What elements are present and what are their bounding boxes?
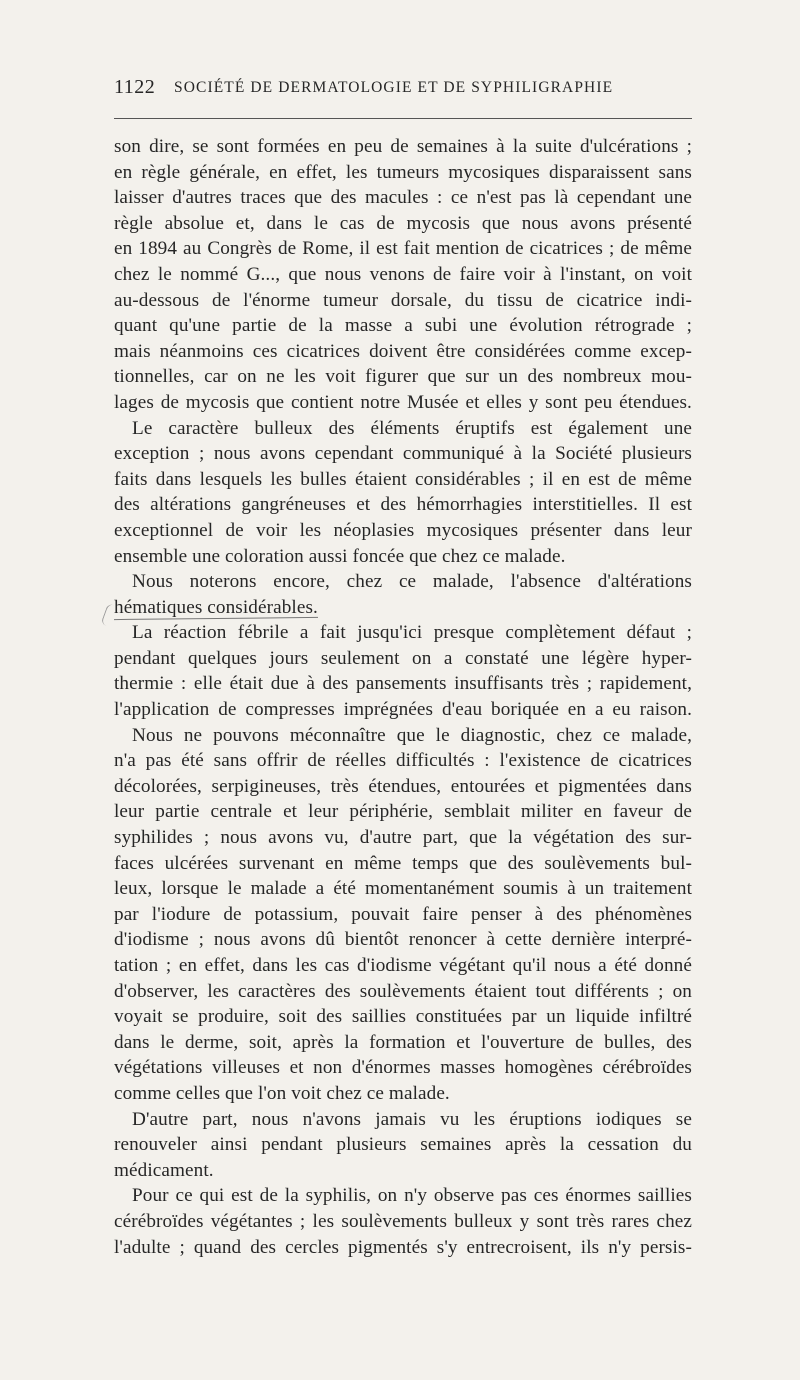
paragraph-start-line: Nous ne pouvons méconnaître que le diagnostic, chez ce malade, [132, 724, 692, 746]
text-line: ensemble une coloration aussi foncée que chez ce malade. [114, 545, 566, 567]
text-line: tation ; en effet, dans les cas d'iodisme végétant qu'il nous a été donné [114, 955, 692, 976]
paragraph-start-line: La réaction fébrile a fait jusqu'ici presque complètement défaut ; [132, 622, 693, 644]
text-line: l'application de compresses imprégnées d'eau boriquée en a eu raison. [114, 699, 692, 721]
text-line: faits dans lesquels les bulles étaient considérables ; il en est de même [114, 468, 692, 490]
text-line: par l'iodure de potassium, pouvait faire penser à des phénomènes [114, 903, 693, 925]
text-line: règle absolue et, dans le cas de mycosis que nous avons présenté [114, 212, 692, 234]
text-line: syphilides ; nous avons vu, d'autre part, que la végétation des sur- [114, 827, 692, 849]
text-line: comme celles que l'on voit chez ce malade. [114, 1082, 450, 1104]
body-text [114, 134, 754, 1260]
text-line: laisser d'autres traces que des macules : ce n'est pas là cependant une [114, 187, 693, 209]
paragraph-start-line: Le caractère bulleux des éléments éruptifs est également une [132, 417, 693, 439]
paragraph-start-line: Nous noterons encore, chez ce malade, l'absence d'altérations [132, 571, 692, 593]
underlined-phrase [114, 595, 318, 621]
text-line: lages de mycosis que contient notre Musée et elles y sont peu étendues. [114, 391, 692, 413]
header-rule [114, 118, 692, 119]
text-line: renouveler ainsi pendant plusieurs semaines après la cessation du [114, 1134, 692, 1156]
text-line: quant qu'une partie de la masse a subi une évolution rétrograde ; [114, 315, 693, 337]
text-line: en 1894 au Congrès de Rome, il est fait mention de cicatrices ; de même [114, 238, 692, 260]
text-line: au-dessous de l'énorme tumeur dorsale, du tissu de cicatrice indi- [114, 289, 693, 311]
text-line: voyait se produire, soit des saillies constituées par un liquide infiltré [114, 1006, 693, 1028]
paragraph-start-line: D'autre part, nous n'avons jamais vu les éruptions iodiques se [132, 1108, 692, 1130]
text-line: thermie : elle était due à des pansements insuffisants très ; rapidement, [114, 673, 692, 695]
text-line: mais néanmoins ces cicatrices doivent être considérées comme excep- [114, 340, 692, 362]
text-line: tionnelles, car on ne les voit figurer que sur un des nombreux mou- [114, 366, 693, 388]
text-line: exception ; nous avons cependant communiqué à la Société plusieurs [114, 443, 692, 465]
text-line: médicament. [114, 1159, 214, 1181]
text-line-underlined [114, 595, 754, 621]
text-line: dans le derme, soit, après la formation et l'ouverture de bulles, des [114, 1031, 692, 1053]
text-line: décolorées, serpigineuses, très étendues, entourées et pigmentées dans [114, 775, 692, 797]
text-line: n'a pas été sans offrir de réelles difficultés : l'existence de cicatrices [114, 750, 692, 772]
text-line: leur partie centrale et leur périphérie, semblait militer en faveur de [114, 801, 693, 823]
text-line: végétations villeuses et non d'énormes masses homogènes cérébroïdes [114, 1057, 693, 1079]
text-line: en règle générale, en effet, les tumeurs mycosiques disparaissent sans [114, 161, 692, 183]
text-line: d'observer, les caractères des soulèvements étaient tout différents ; on [114, 980, 692, 1002]
text-line: son dire, se sont formées en peu de semaines à la suite d'ulcérations ; [114, 136, 693, 157]
text-line: l'adulte ; quand des cercles pigmentés s'y entrecroisent, ils n'y persis- [114, 1236, 692, 1258]
text-line: chez le nommé G..., que nous venons de faire voir à l'instant, on voit [114, 263, 693, 285]
text-line: faces ulcérées survenant en même temps que des soulèvements bul- [114, 852, 692, 874]
text-line: pendant quelques jours seulement on a constaté une légère hyper- [114, 647, 692, 669]
page-header [114, 76, 692, 106]
text-line: leux, lorsque le malade a été momentanément soumis à un traitement [114, 878, 693, 900]
text-line: exceptionnel de voir les néoplasies mycosiques présenter dans leur [114, 519, 692, 541]
paragraph-start-line: Pour ce qui est de la syphilis, on n'y observe pas ces énormes saillies [132, 1185, 692, 1207]
page-number: 1122 [114, 76, 156, 98]
text-line: cérébroïdes végétantes ; les soulèvements bulleux y sont très rares chez [114, 1210, 693, 1232]
running-title: SOCIÉTÉ DE DERMATOLOGIE ET DE SYPHILIGRAPHIE [174, 79, 614, 96]
text-line: des altérations gangréneuses et des hémorrhagies interstitielles. Il est [114, 494, 693, 516]
underlined-phrase-text: hématiques considérables. [114, 596, 318, 618]
text-line: d'iodisme ; nous avons dû bientôt renoncer à cette dernière interpré- [114, 929, 693, 951]
